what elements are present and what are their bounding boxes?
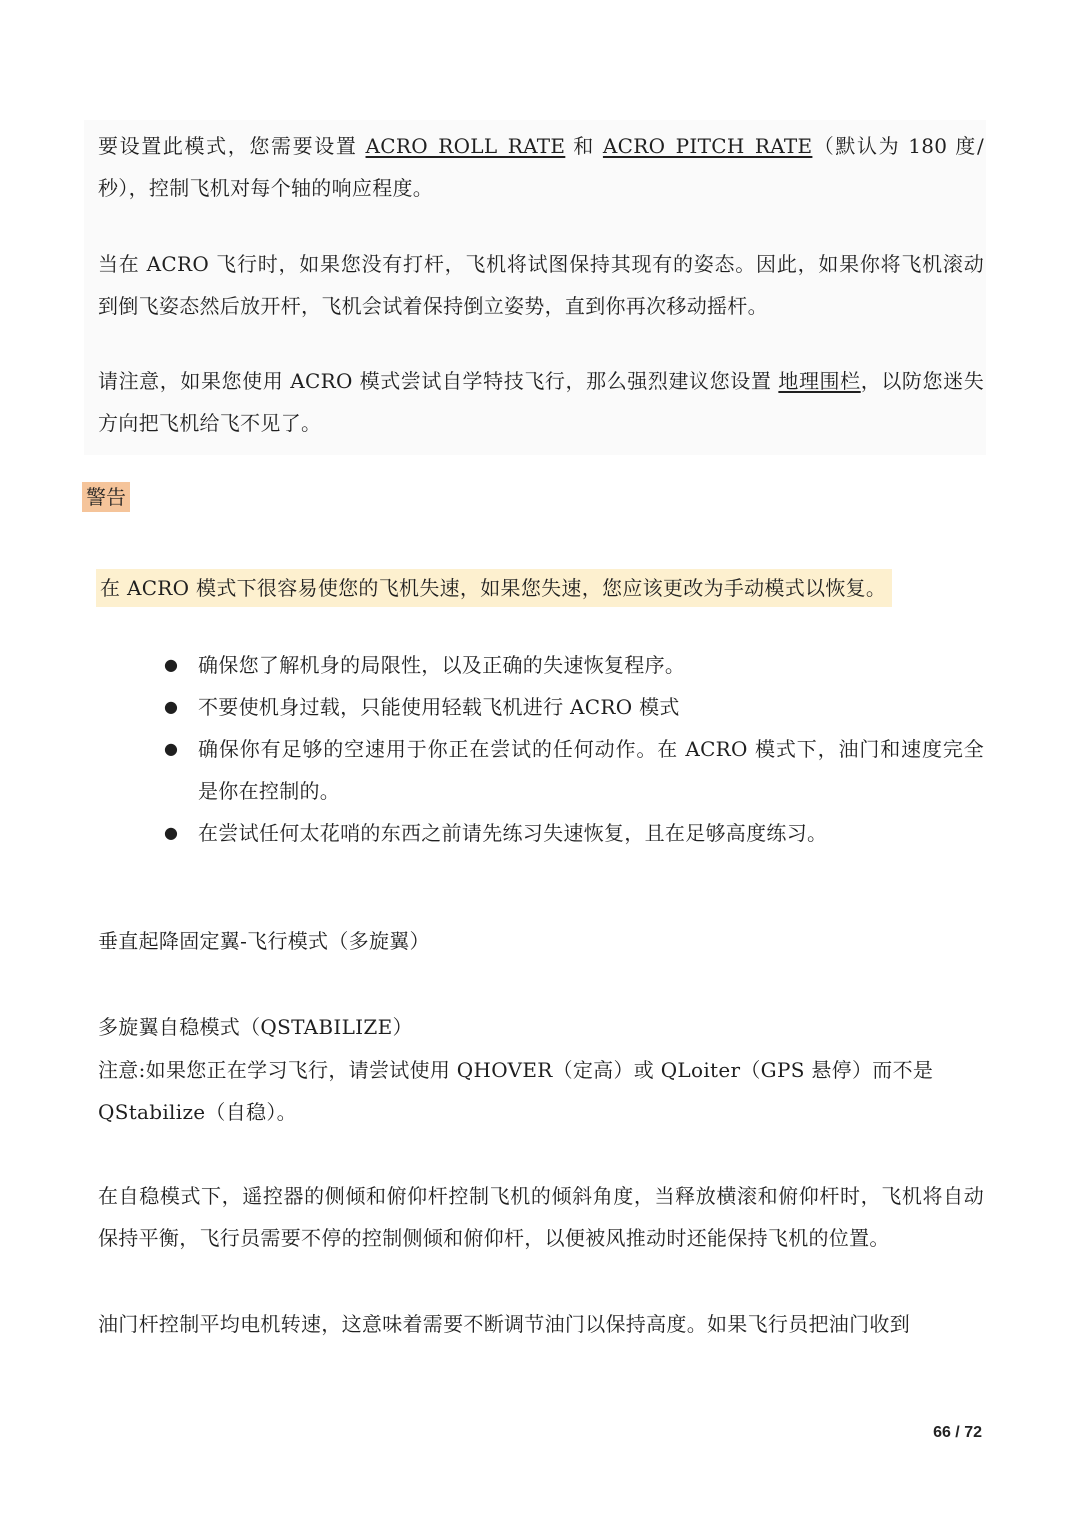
list-item	[164, 644, 984, 686]
acro-roll-rate-link[interactable]: ACRO_ROLL_RATE	[365, 134, 566, 158]
bullet-icon: ●	[164, 697, 179, 716]
bullet-icon: ●	[164, 739, 179, 758]
acro-pitch-rate-link[interactable]: ACRO_PITCH_RATE	[602, 134, 813, 158]
warning-bullet-list	[164, 644, 984, 854]
list-item	[164, 812, 984, 854]
stabilize-paragraph: 在自稳模式下，遥控器的侧倾和俯仰杆控制飞机的倾斜角度，当释放横滚和俯仰杆时，飞机将自动保持平衡，飞行员需要不停的控制侧倾和俯仰杆，以便被风推动时还能保持飞机的位置。	[98, 1184, 984, 1250]
bullet-icon: ●	[164, 655, 179, 674]
list-item	[164, 686, 984, 728]
section-heading-qstabilize: 多旋翼自稳模式（QSTABILIZE）	[98, 1015, 413, 1039]
para1-text-a: 要设置此模式，您需要设置	[98, 134, 366, 158]
acro-attitude-paragraph: 当在 ACRO 飞行时，如果您没有打杆，飞机将试图保持其现有的姿态。因此，如果你将飞机滚动到倒飞姿态然后放开杆，飞机会试着保持倒立姿势，直到你再次移动摇杆。	[98, 252, 984, 318]
bullet-icon: ●	[164, 823, 179, 842]
list-item	[164, 728, 984, 812]
para3-text-a: 请注意，如果您使用 ACRO 模式尝试自学特技飞行，那么强烈建议您设置	[98, 369, 779, 393]
para1-text-b: 和	[565, 134, 603, 158]
para1-text-c: （默认为 180 度/秒），控制飞机对每个轴的响应程度。	[98, 134, 984, 200]
list-item-text: 确保您了解机身的局限性，以及正确的失速恢复程序。	[198, 653, 686, 677]
page-number: 66 / 72	[933, 1424, 982, 1441]
list-item-text: 不要使机身过载，只能使用轻载飞机进行 ACRO 模式	[198, 695, 680, 719]
section-heading-vtol: 垂直起降固定翼-飞行模式（多旋翼）	[98, 929, 430, 953]
warning-label: 警告	[82, 482, 130, 512]
throttle-paragraph: 油门杆控制平均电机转速，这意味着需要不断调节油门以保持高度。如果飞行员把油门收到	[98, 1312, 910, 1336]
acro-rate-paragraph	[98, 125, 984, 209]
geofence-paragraph	[98, 360, 984, 444]
list-item-text: 确保你有足够的空速用于你正在尝试的任何动作。在 ACRO 模式下，油门和速度完全是你在控制的。	[198, 737, 984, 803]
qstabilize-note: 注意:如果您正在学习飞行，请尝试使用 QHOVER（定高）或 QLoiter（GPS 悬停）而不是 QStabilize（自稳）。	[98, 1058, 934, 1124]
warning-text: 在 ACRO 模式下很容易使您的飞机失速，如果您失速，您应该更改为手动模式以恢复。	[96, 569, 892, 607]
para3-text-b: ，以防您迷失方向把飞机给飞不见了。	[98, 369, 985, 435]
geofence-link[interactable]: 地理围栏	[778, 369, 861, 393]
list-item-text: 在尝试任何太花哨的东西之前请先练习失速恢复，且在足够高度练习。	[198, 821, 828, 845]
